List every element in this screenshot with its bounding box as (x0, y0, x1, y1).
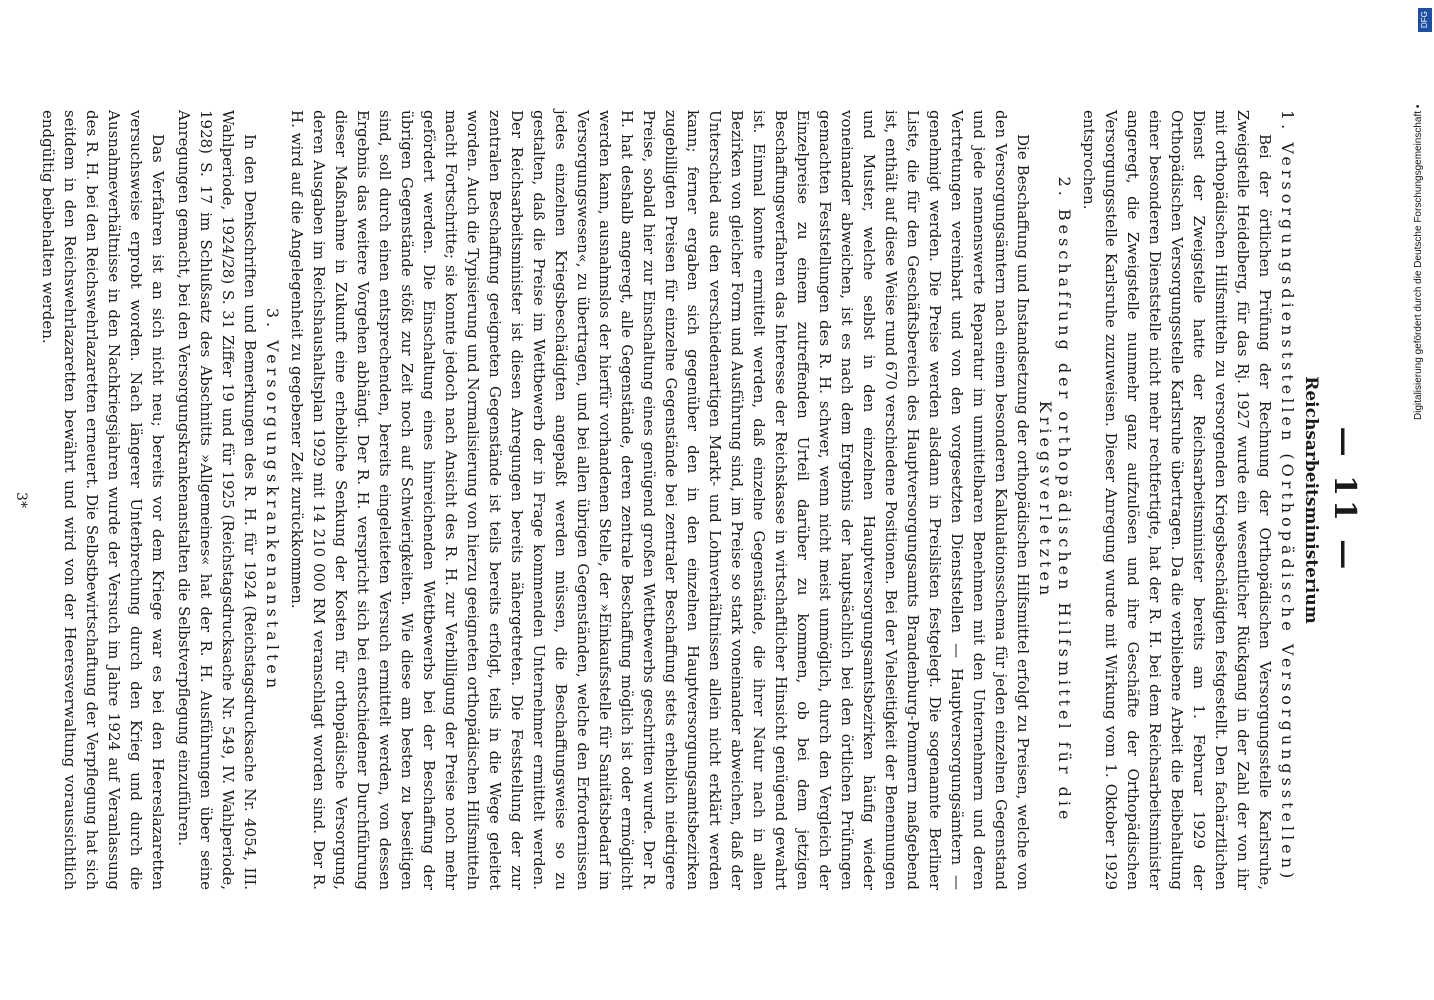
page-number: — 11 — (1327, 426, 1362, 574)
document-page (13, 70, 1382, 930)
section-heading-1: 1. Versorgungsdienststellen (Orthopädische Versorgungsstellen) (1278, 110, 1297, 883)
signature-mark: 3* (13, 492, 29, 508)
section-heading-3: 3. Versorgungskrankenanstalten (263, 307, 282, 693)
dfg-logo: DFG (1418, 8, 1432, 32)
paragraph: In den Denkschriften und Bemerkungen des R. H. für 1924 (Reichstagsdrucksache Nr. 4054, III. Wahlperiode, 1924/28) S. 31 Ziffer 19 und für 1925 (Reichstagsdrucksache Nr. 549, IV. Wahlperiode, 1928) S. 17 im Schlußsatz des Abschnitts »Allgemeines« hat der R. H. Ausführungen über seine Anregungen gemacht, bei den Versorgungskrankenanstalten die Selbstverpflegung einzuführen. (175, 110, 259, 890)
digitization-note: Digitalisierung gefördert durch die Deutsche Forschungsgemeinschaft • (1413, 104, 1424, 420)
section-heading-2: 2. Beschaffung der orthopädischen Hilfsmittel für die Kriegsverletzten (1036, 176, 1074, 824)
ministry-title: Reichsarbeitsministerium (1301, 376, 1321, 624)
paragraph: Bei der örtlichen Prüfung der Rechnung der Orthopädischen Versorgungsstelle Karlsruhe, Zweigstelle Heidelberg, für das Rj. 1927 wurde ein wesentlicher Rückgang in der Zahl der von ihr mit orthopädischen Hilfsmitteln zu versorgenden Kriegsbeschädigten festgestellt. Den fachärztlichen Dienst der Zweigstelle hatte der Reichsarbeitsminister bereits am 1. Februar 1929 der Orthopädischen Versorgungsstelle Karlsruhe übertragen. Da die verbliebene Arbeit die Beibehaltung einer besonderen Dienststelle nicht mehr rechtfertigte, hat der R. H. bei dem Reichsarbeitsminister angeregt, die Zweigstelle nunmehr ganz aufzulösen und ihre Geschäfte der Orthopädischen Versorgungsstelle Karlsruhe zuzuweisen. Dieser Anregung wurde mit Wirkung vom 1. Oktober 1929 entsprochen. (1080, 110, 1274, 890)
paragraph: Das Verfahren ist an sich nicht neu; bereits vor dem Kriege war es bei den Heereslazaretten versuchsweise erprobt worden. Nach längerer Unterbrechung durch den Krieg und durch die Ausnahmeverhältnisse in den Nachkriegsjahren wurde der Versuch im Jahre 1924 auf Veranlassung des R. H. bei den Reichswehrlazaretten erneuert. Die Selbstbewirtschaftung der Verpflegung hat sich seitdem in den Reichswehrlazaretten bewährt und wird von der Heeresverwaltung voraussichtlich endgültig beibehalten werden. (39, 110, 167, 890)
paragraph: Die Beschaffung und Instandsetzung der orthopädischen Hilfsmittel erfolgt zu Preisen, welche von den Versorgungsämtern nach einem besonderen Kalkulationsschema für jeden einzelnen Gegenstand und jede nennenswerte Reparatur im unmittelbaren Benehmen mit den Unternehmern und deren Vertretungen vereinbart und von den vorgesetzten Dienststellen — Hauptversorgungsämtern — genehmigt werden. Die Preise werden alsdann in Preislisten festgelegt. Die sogenannte Berliner Liste, die für den Geschäftsbereich des Hauptversorgungsamts Brandenburg-Pommern maßgebend ist, enthält auf diese Weise rund 670 verschiedene Positionen. Bei der Vielseitigkeit der Benennungen und Muster, welche selbst in den einzelnen Hauptversorgungsamtsbezirken häufig wieder voneinander abweichen, ist es nach dem Ergebnis der hauptsächlich bei den örtlichen Prüfungen gemachten Feststellungen des R. H. schwer, wenn nicht meist unmöglich, durch den Vergleich der Einzelpreise zu einem zutreffenden Urteil darüber zu kommen, ob bei dem jetzigen Beschaffungsverfahren das Interesse der Reichskasse in wirtschaftlicher Hinsicht genügend gewahrt ist. Einmal konnte ermittelt werden, daß einzelne Gegenstände, die ihrer Natur nach in allen Bezirken von gleicher Form und Ausführung sind, im Preise so stark voneinander abweichen, daß der Unterschied aus den verschiedenartigen Markt- und Lohnverhältnissen allein nicht erklärt werden kann; ferner ergaben sich gegenüber den in den einzelnen Hauptversorgungsamtsbezirken zugebilligten Preisen für einzelne Gegenstände bei zentraler Beschaffung stets erheblich niedrigere Preise, sobald hier zur Einschaltung eines genügend großen Wettbewerbs geschritten wurde. Der R. H. hat deshalb angeregt, alle Gegenstände, deren zentrale Beschaffung möglich ist oder ermöglicht werden kann, ausnahmslos der hierfür vorhandenen Stelle, der »Einkaufsstelle für Sanitätsbedarf im Versorgungswesen«, zu übertragen, und bei allen übrigen Gegenständen, welche den Erfordernissen jedes einzelnen Kriegsbeschädigten angepaßt werden müssen, die Beschaffungsweise so zu gestalten, daß die Preise im Wettbewerb der in Frage kommenden Unternehmer ermittelt werden. Der Reichsarbeitsminister ist diesen Anregungen bereits nähergetreten. Die Feststellung der zur zentralen Beschaffung geeigneten Gegenstände ist teils bereits erfolgt, teils in die Wege geleitet worden. Auch die Typisierung und Normalisierung von hierzu geeigneten orthopädischen Hilfsmitteln macht Fortschritte; sie konnte jedoch nach Ansicht des R. H. zur Verbilligung der Preise noch mehr gefördert werden. Die Einschaltung eines hinreichenden Wettbewerbs bei der Beschaffung der übrigen Gegenstände stößt zur Zeit noch auf Schwierigkeiten. Wie diese am besten zu beseitigen sind, soll durch einen entsprechenden, bereits eingeleiteten Versuch ermittelt werden, von dessen Ergebnis das weitere Vorgehen abhängt. Der R. H. verspricht sich bei entschiedener Durchführung dieser Maßnahme in Zukunft eine erhebliche Senkung der Kosten für orthopädische Versorgung, deren Ausgaben im Reichshaushaltsplan 1929 mit 14 210 000 RM veranschlagt worden sind. Der R. H. wird auf die Angelegenheit zu gegebener Zeit zurückkommen. (288, 110, 1032, 890)
